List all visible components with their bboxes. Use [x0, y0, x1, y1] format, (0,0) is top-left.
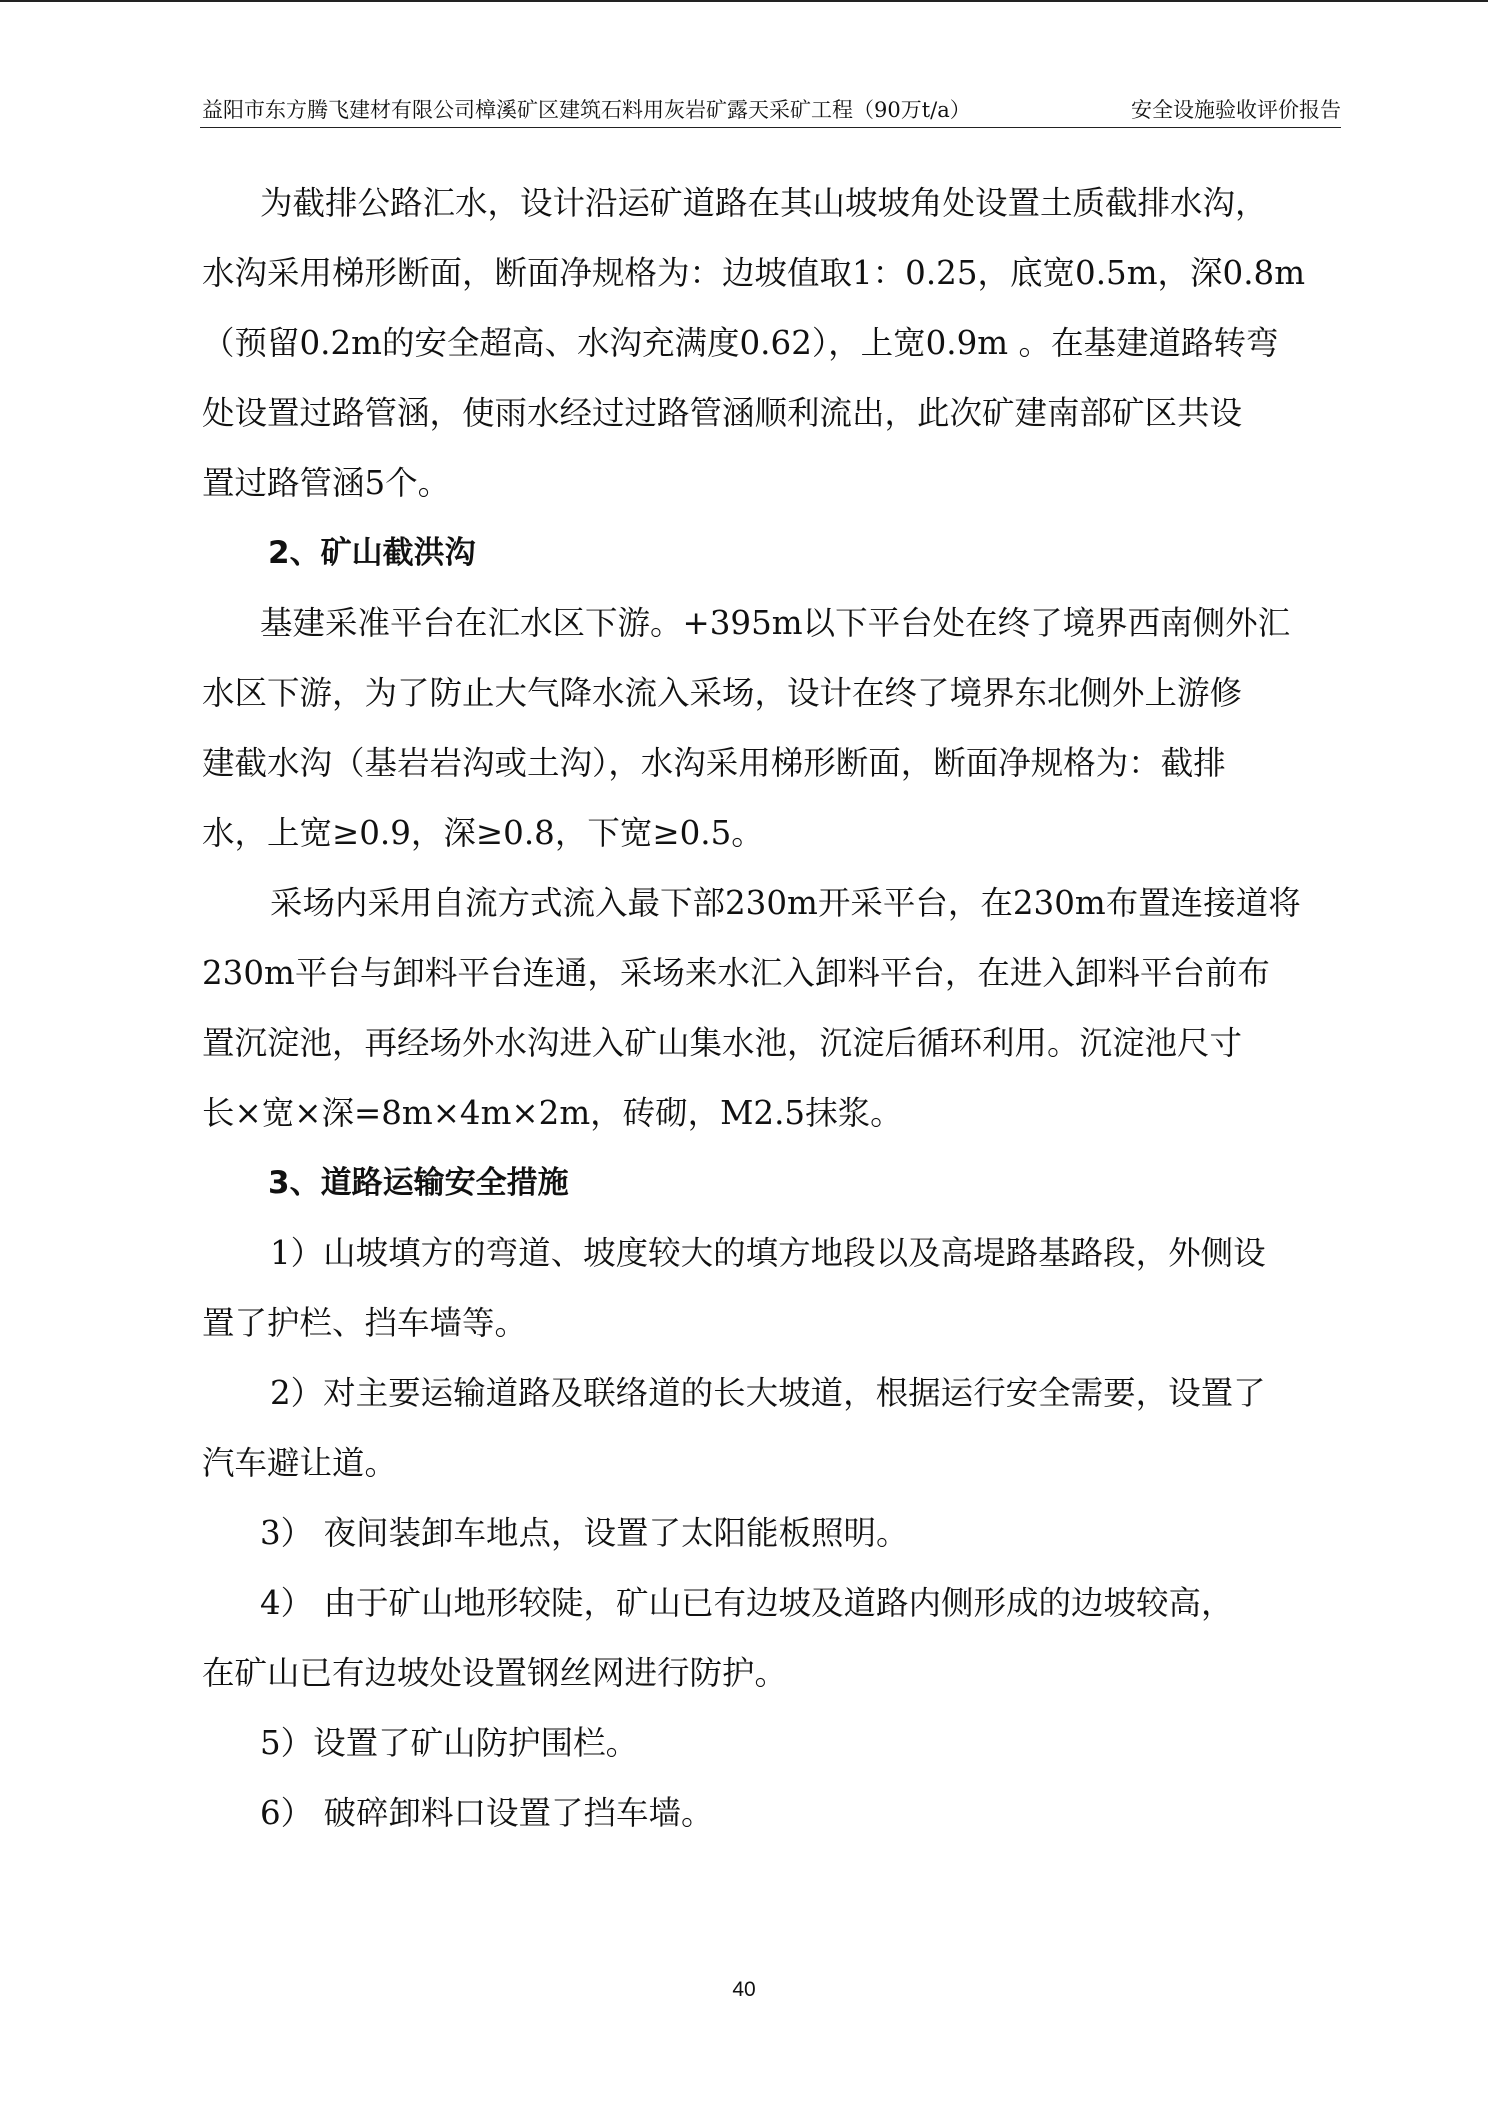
- paragraph-line: 230m平台与卸料平台连通，采场来水汇入卸料平台，在进入卸料平台前布: [202, 954, 1270, 992]
- list-item-line: 3） 夜间装卸车地点，设置了太阳能板照明。: [260, 1514, 909, 1552]
- header-report-title: 安全设施验收评价报告: [1131, 98, 1341, 122]
- paragraph-line: 长×宽×深=8m×4m×2m，砖砌，M2.5抹浆。: [202, 1094, 903, 1132]
- list-item-line: 1）山坡填方的弯道、坡度较大的填方地段以及高堤路基路段，外侧设: [270, 1234, 1266, 1272]
- paragraph-line: 置沉淀池，再经场外水沟进入矿山集水池，沉淀后循环利用。沉淀池尺寸: [202, 1024, 1243, 1062]
- paragraph-line: 置过路管涵5个。: [202, 464, 451, 502]
- paragraph-line: 水，上宽≥0.9，深≥0.8，下宽≥0.5。: [202, 814, 764, 852]
- report-body: [202, 168, 1342, 1848]
- list-item-line: 汽车避让道。: [202, 1444, 398, 1482]
- list-item-line: 6） 破碎卸料口设置了挡车墙。: [260, 1794, 714, 1832]
- paragraph-line: 水沟采用梯形断面，断面净规格为：边坡值取1：0.25，底宽0.5m，深0.8m: [202, 254, 1306, 292]
- header-project-title: 益阳市东方腾飞建材有限公司樟溪矿区建筑石料用灰岩矿露天采矿工程（90万t/a）: [202, 98, 971, 122]
- paragraph-line: 建截水沟（基岩岩沟或土沟），水沟采用梯形断面，断面净规格为：截排: [202, 744, 1226, 782]
- list-item-line: 2）对主要运输道路及联络道的长大坡道，根据运行安全需要，设置了: [270, 1374, 1266, 1412]
- page-top-border: [0, 0, 1488, 2]
- list-item-line: 在矿山已有边坡处设置钢丝网进行防护。: [202, 1654, 788, 1692]
- list-item-line: 置了护栏、挡车墙等。: [202, 1304, 528, 1342]
- paragraph-line: 采场内采用自流方式流入最下部230m开采平台，在230m布置连接道将: [270, 884, 1301, 922]
- paragraph-line: 处设置过路管涵，使雨水经过过路管涵顺利流出，此次矿建南部矿区共设: [202, 394, 1243, 432]
- list-item-line: 4） 由于矿山地形较陡，矿山已有边坡及道路内侧形成的边坡较高，: [260, 1584, 1234, 1622]
- list-item-line: 5）设置了矿山防护围栏。: [260, 1724, 639, 1762]
- paragraph-line: （预留0.2m的安全超高、水沟充满度0.62），上宽0.9m 。在基建道路转弯: [202, 324, 1279, 362]
- section-heading: 2、矿山截洪沟: [268, 535, 476, 571]
- paragraph-line: 水区下游，为了防止大气降水流入采场，设计在终了境界东北侧外上游修: [202, 674, 1243, 712]
- page-number: 40: [732, 1978, 756, 2001]
- paragraph-line: 基建采准平台在汇水区下游。+395m以下平台处在终了境界西南侧外汇: [260, 604, 1291, 642]
- section-heading: 3、道路运输安全措施: [268, 1165, 569, 1201]
- paragraph-line: 为截排公路汇水，设计沿运矿道路在其山坡坡角处设置土质截排水沟，: [260, 184, 1268, 222]
- running-header: [200, 93, 1341, 128]
